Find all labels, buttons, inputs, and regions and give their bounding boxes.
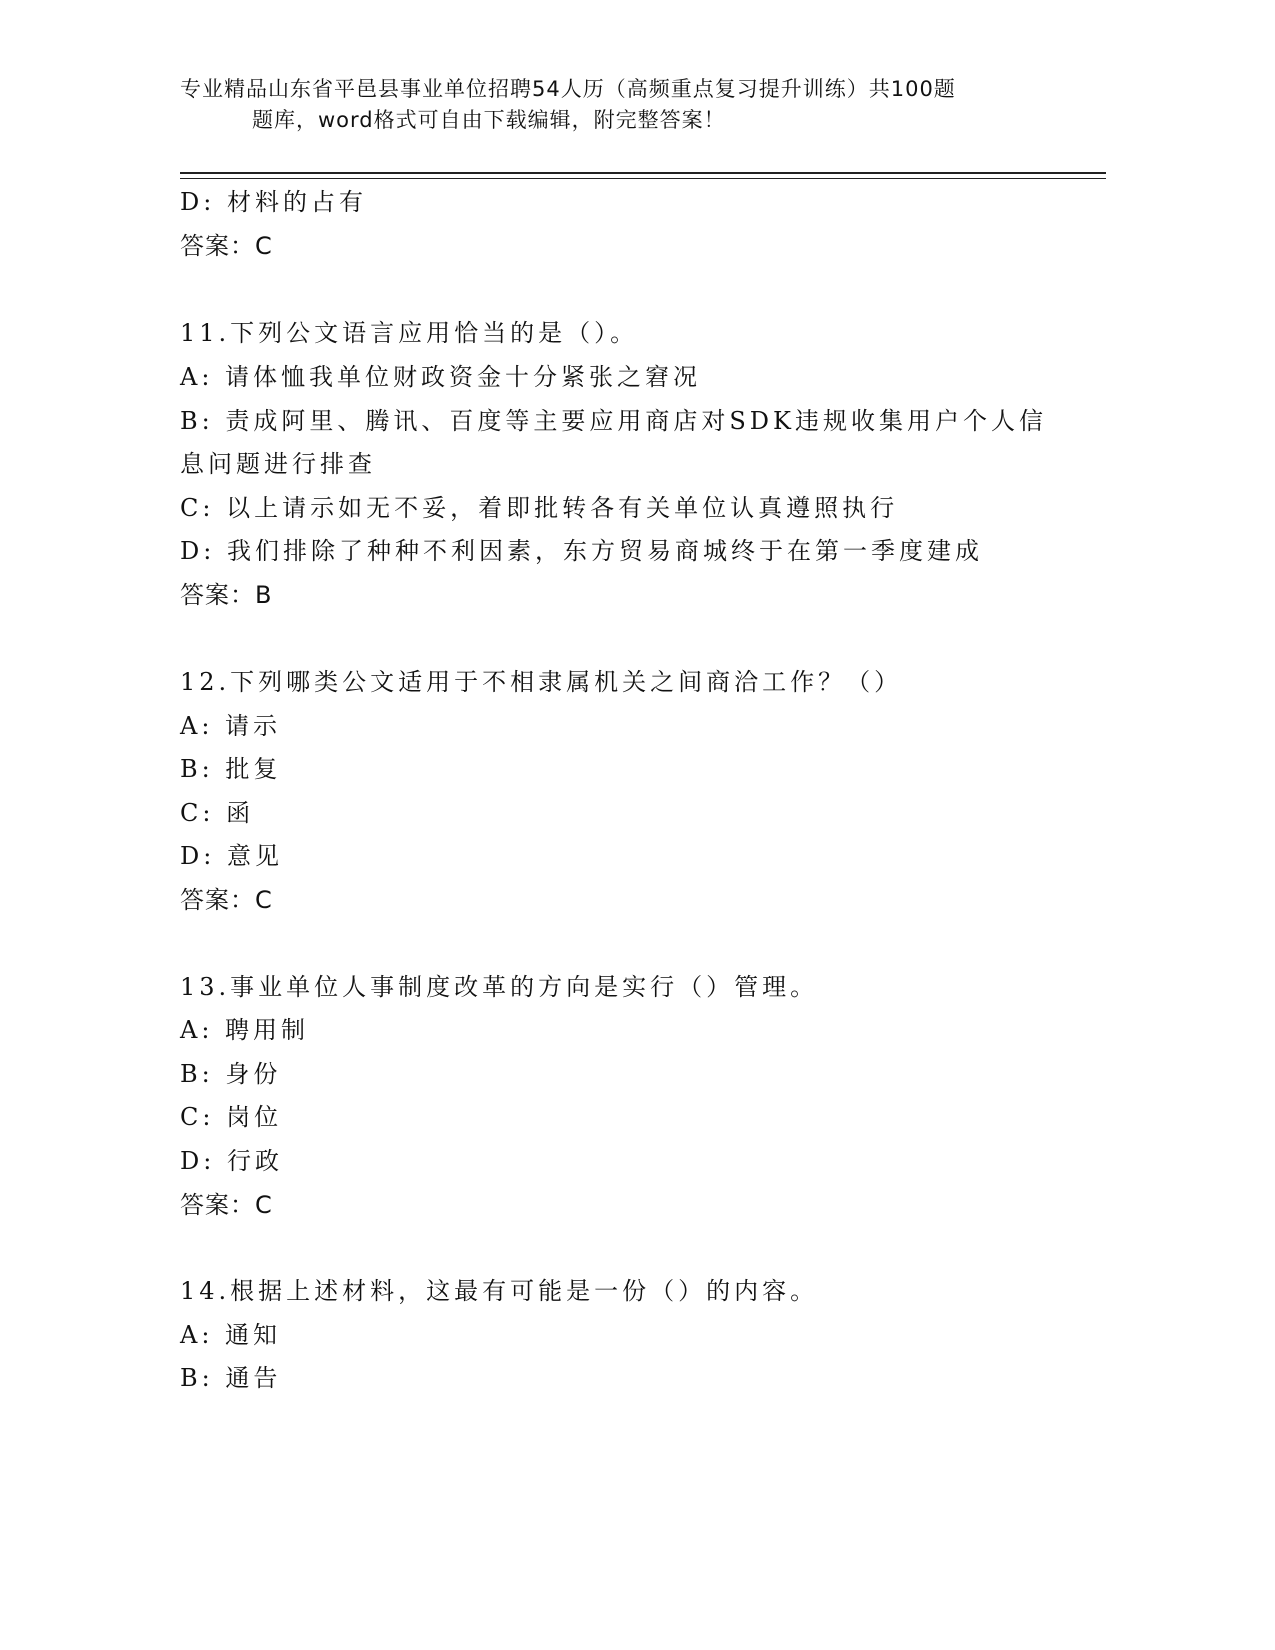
question-13-option-a: A: 聘用制: [180, 1016, 310, 1044]
question-12-answer: 答案：C: [180, 886, 273, 914]
header-divider-thin: [180, 178, 1106, 179]
question-12-option-a: A: 请示: [180, 712, 282, 740]
question-11-option-b-cont: 息问题进行排查: [180, 450, 376, 478]
question-13-answer: 答案：C: [180, 1191, 273, 1219]
question-11-option-d: D: 我们排除了种种不利因素，东方贸易商城终于在第一季度建成: [180, 537, 983, 565]
question-14-stem: 14.根据上述材料，这最有可能是一份（）的内容。: [180, 1277, 819, 1305]
question-11-option-c: C: 以上请示如无不妥，着即批转各有关单位认真遵照执行: [180, 494, 899, 522]
question-14-option-a: A: 通知: [180, 1321, 282, 1349]
option-d: D: 材料的占有: [180, 188, 367, 216]
question-12-stem: 12.下列哪类公文适用于不相隶属机关之间商洽工作？（）: [180, 668, 903, 696]
question-12-option-b: B: 批复: [180, 755, 282, 783]
question-11-option-b: B: 责成阿里、腾讯、百度等主要应用商店对SDK违规收集用户个人信: [180, 407, 1047, 435]
question-13-stem: 13.事业单位人事制度改革的方向是实行（）管理。: [180, 973, 819, 1001]
question-11-answer: 答案：B: [180, 581, 273, 609]
question-11-stem: 11.下列公文语言应用恰当的是（）。: [180, 319, 639, 347]
answer-line: 答案：C: [180, 232, 273, 260]
page-header: [180, 74, 1060, 136]
question-12-option-c: C: 函: [180, 799, 255, 827]
question-13-option-b: B: 身份: [180, 1060, 282, 1088]
question-13-option-c: C: 岗位: [180, 1103, 283, 1131]
question-11-option-a: A: 请体恤我单位财政资金十分紧张之窘况: [180, 363, 702, 391]
header-title-line2: 题库，word格式可自由下载编辑，附完整答案！: [252, 108, 726, 132]
question-12-option-d: D: 意见: [180, 842, 283, 870]
question-13-option-d: D: 行政: [180, 1147, 283, 1175]
question-14-option-b: B: 通告: [180, 1364, 282, 1392]
header-divider-thick: [180, 172, 1106, 174]
header-title-line1: 专业精品山东省平邑县事业单位招聘54人历（高频重点复习提升训练）共100题: [180, 77, 956, 101]
